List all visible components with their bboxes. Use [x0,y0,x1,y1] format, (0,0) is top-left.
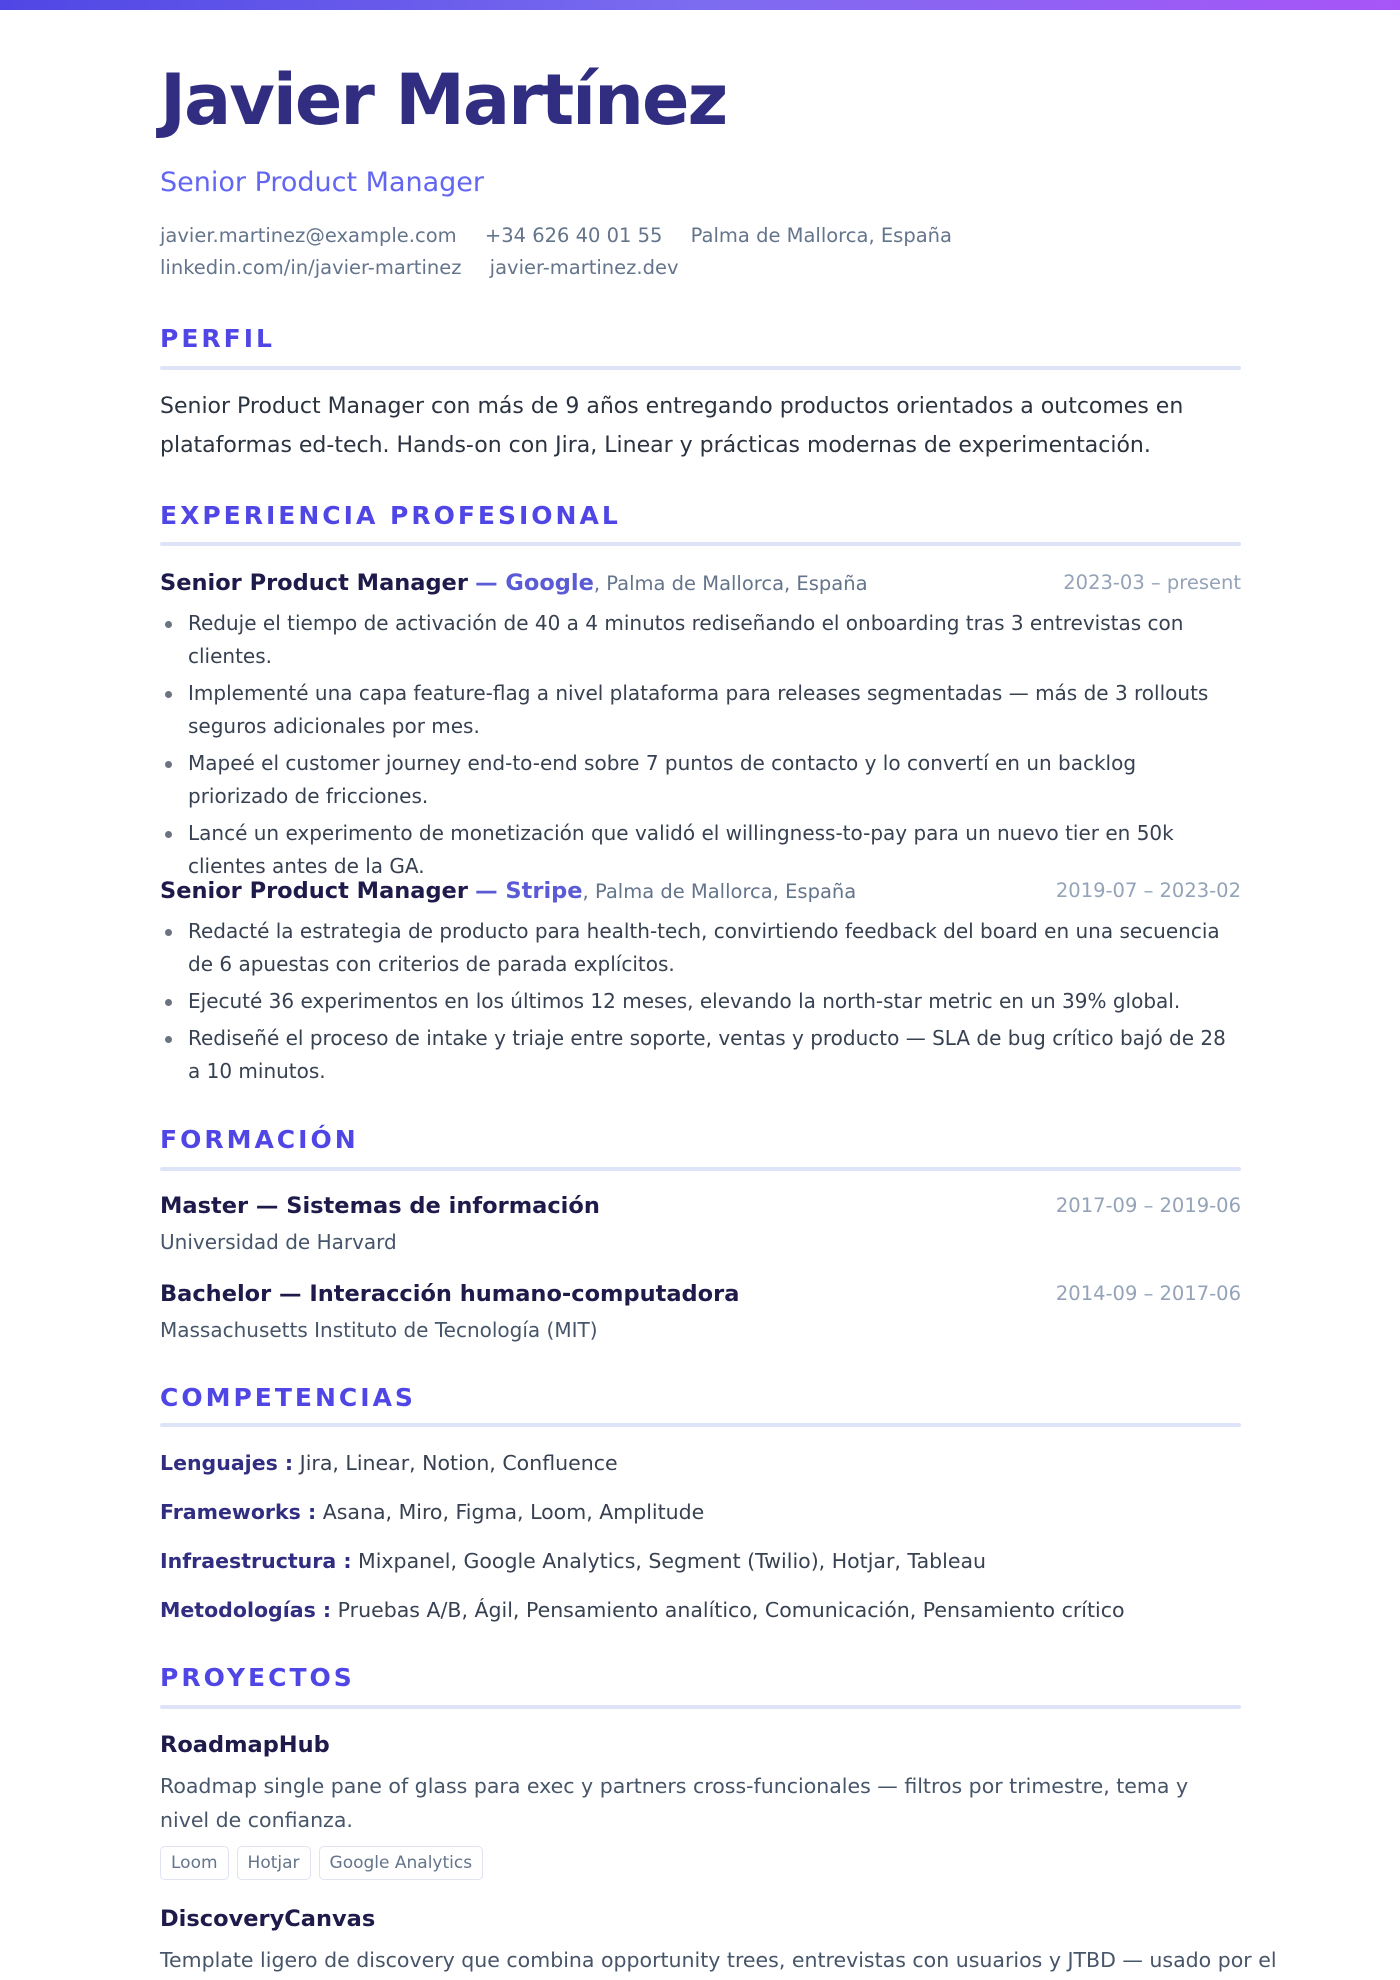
education-dates: 2017-09 – 2019-06 [1055,1194,1241,1217]
skill-row [160,1594,1241,1626]
skill-row [160,1447,1241,1479]
skill-values: Pruebas A/B, Ágil, Pensamiento analítico, Comunicación, Pensamiento crítico [331,1598,1125,1622]
contact-location: Palma de Mallorca, España [690,224,952,247]
top-accent-bar [0,0,1400,10]
job-bullets [160,607,1241,887]
section-heading-profile: PERFIL [160,324,275,353]
candidate-name: Javier Martínez [160,59,727,141]
section-divider [160,1705,1241,1709]
section-divider [160,1167,1241,1171]
job-title: Senior Product Manager [160,878,468,904]
job-company: — Google [475,570,594,596]
skill-row [160,1545,1241,1577]
section-heading-projects: PROYECTOS [160,1663,355,1692]
skill-values: Mixpanel, Google Analytics, Segment (Twilio), Hotjar, Tableau [351,1549,987,1573]
project-description: Roadmap single pane of glass para exec y partners cross-funcionales — filtros por trimestre, tema y nivel de confianza. [160,1774,1189,1832]
education-degree: Master — Sistemas de información [160,1193,600,1219]
skill-label: Infraestructura : [160,1549,352,1573]
education-dates: 2014-09 – 2017-06 [1055,1282,1241,1305]
job-heading [160,875,856,908]
contact-list [160,220,1160,284]
profile-summary: Senior Product Manager con más de 9 años entregando productos orientados a outcomes en plataformas ed-tech. Hands-on con Jira, Linear y prácticas modernas de experimentación. [160,394,1184,458]
job-header [160,875,1241,907]
section-divider [160,1423,1241,1427]
job-location: , Palma de Mallorca, España [582,880,857,903]
section-divider [160,366,1241,370]
skill-values: Jira, Linear, Notion, Confluence [293,1451,618,1475]
job-title: Senior Product Manager [160,570,468,596]
contact-phone[interactable]: +34 626 40 01 55 [484,224,663,247]
job-location: , Palma de Mallorca, España [593,572,868,595]
job-heading [160,567,868,600]
job-bullet: Lancé un experimento de monetización que validó el willingness-to-pay para un nuevo tier en 50k clientes antes de la GA. [160,817,1241,883]
job-dates: 2023-03 – present [1063,571,1241,594]
skill-label: Metodologías : [160,1598,332,1622]
project-description: Template ligero de discovery que combina opportunity trees, entrevistas con usuarios y JTBD — usado por el [160,1948,1277,1972]
skill-values: Asana, Miro, Figma, Loom, Amplitude [316,1500,705,1524]
job-company: — Stripe [475,878,583,904]
contact-website[interactable]: javier-martinez.dev [489,256,679,279]
candidate-title: Senior Product Manager [160,167,485,198]
skill-label: Frameworks : [160,1500,317,1524]
project-name: RoadmapHub [160,1732,330,1758]
skill-row [160,1496,1241,1528]
job-bullets [160,915,1241,1092]
job-bullet: Ejecuté 36 experimentos en los últimos 12 meses, elevando la north-star metric en un 39% global. [160,985,1241,1018]
education-school: Massachusetts Instituto de Tecnología (MIT) [160,1318,598,1342]
section-heading-skills: COMPETENCIAS [160,1383,416,1412]
job-bullet: Redacté la estrategia de producto para health-tech, convirtiendo feedback del board en una secuencia de 6 apuestas con criterios de parada explícitos. [160,915,1241,981]
project-tags [160,1846,483,1880]
job-bullet: Mapeé el customer journey end-to-end sobre 7 puntos de contacto y lo convertí en un backlog priorizado de fricciones. [160,747,1241,813]
job-bullet: Reduje el tiempo de activación de 40 a 4 minutos rediseñando el onboarding tras 3 entrevistas con clientes. [160,607,1241,673]
education-degree: Bachelor — Interacción humano-computadora [160,1281,740,1307]
job-header [160,567,1241,599]
project-tag: Hotjar [237,1846,311,1880]
education-school: Universidad de Harvard [160,1230,397,1254]
section-divider [160,542,1241,546]
job-bullet: Rediseñé el proceso de intake y triaje entre soporte, ventas y producto — SLA de bug crítico bajó de 28 a 10 minutos. [160,1022,1241,1088]
skill-label: Lenguajes : [160,1451,294,1475]
section-heading-experience: EXPERIENCIA PROFESIONAL [160,501,621,530]
contact-linkedin[interactable]: linkedin.com/in/javier-martinez [160,256,462,279]
contact-email[interactable]: javier.martinez@example.com [160,224,457,247]
project-tag: Loom [160,1846,229,1880]
section-heading-education: FORMACIÓN [160,1125,359,1154]
project-name: DiscoveryCanvas [160,1906,376,1932]
job-bullet: Implementé una capa feature-flag a nivel plataforma para releases segmentadas — más de 3 rollouts seguros adicionales por mes. [160,677,1241,743]
job-dates: 2019-07 – 2023-02 [1055,879,1241,902]
project-tag: Google Analytics [319,1846,484,1880]
